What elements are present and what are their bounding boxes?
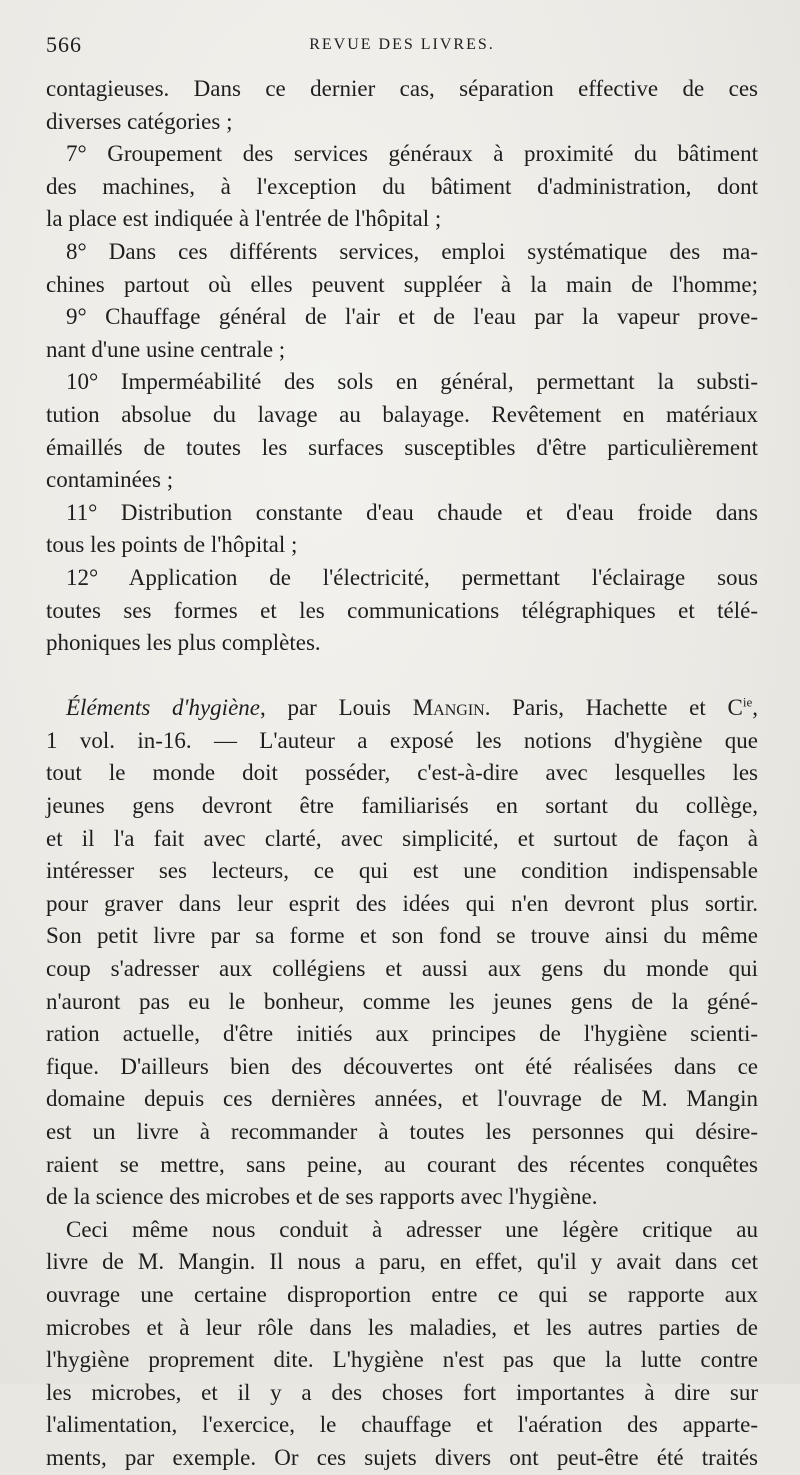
text-line: l'hygiène proprement dite. L'hygiène n'est pas que la lutte contre xyxy=(46,1347,758,1373)
publisher: . Paris, Hachette et C xyxy=(484,695,743,721)
publisher-end: , xyxy=(752,695,758,721)
list-item-11: 11° Distribution constante d'eau chaude et d'eau froide dans xyxy=(66,499,758,525)
text-line: ration actuelle, d'être initiés aux principes de l'hygiène scienti- xyxy=(46,1021,758,1047)
text-line: chines partout où elles peuvent suppléer à la main de l'homme; xyxy=(46,271,758,297)
text-line: la place est indiquée à l'entrée de l'hôpital ; xyxy=(46,206,442,232)
text-line: tout le monde doit posséder, c'est-à-dire avec lesquelles les xyxy=(46,760,758,786)
text-line: Son petit livre par sa forme et son fond se trouve ainsi du même xyxy=(46,923,758,949)
text-line: coup s'adresser aux collégiens et aussi aux gens du monde qui xyxy=(46,956,758,982)
list-item-7: 7° Groupement des services généraux à proximité du bâtiment xyxy=(66,141,758,167)
text-line: livre de M. Mangin. Il nous a paru, en effet, qu'il y avait dans cet xyxy=(46,1249,758,1275)
text-line: intéresser ses lecteurs, ce qui est une condition indispensable xyxy=(46,858,758,884)
text-line: toutes ses formes et les communications télégraphiques et télé- xyxy=(46,597,758,623)
text-line: ouvrage une certaine disproportion entre ce qui se rapporte aux xyxy=(46,1281,758,1307)
running-head xyxy=(46,32,758,62)
text-line: 1 vol. in-16. — L'auteur a exposé les notions d'hygiène que xyxy=(46,727,758,753)
review-by: , par Louis xyxy=(259,695,413,721)
text-line: microbes et à leur rôle dans les maladies, et les autres parties de xyxy=(46,1314,758,1340)
text-line: fique. D'ailleurs bien des découvertes ont été réalisées dans ce xyxy=(46,1053,758,1079)
text-line: phoniques les plus complètes. xyxy=(46,630,321,656)
list-item-8: 8° Dans ces différents services, emploi systématique des ma- xyxy=(66,238,758,264)
text-line: jeunes gens devront être familiarisés en sortant du collège, xyxy=(46,793,758,819)
text-line: est un livre à recommander à toutes les personnes qui désire- xyxy=(46,1119,758,1144)
publisher-superscript: ie xyxy=(742,694,753,710)
page-number: 566 xyxy=(46,32,82,57)
review-heading-line xyxy=(46,692,758,725)
text-line: ments, par exemple. Or ces sujets divers ont peut-être été traités xyxy=(46,1444,758,1470)
text-line: des machines, à l'exception du bâtiment d'administration, dont xyxy=(46,173,758,199)
text-line: l'alimentation, l'exercice, le chauffage et l'aération des apparte- xyxy=(46,1412,758,1438)
list-item-10: 10° Imperméabilité des sols en général, permettant la substi- xyxy=(66,369,758,395)
running-head-title: REVUE DES LIVRES. xyxy=(309,36,495,53)
text-line: contaminées ; xyxy=(46,467,174,493)
text-line: tution absolue du lavage au balayage. Revêtement en matériaux xyxy=(46,401,758,427)
list-item-9: 9° Chauffage général de l'air et de l'eau par la vapeur prove- xyxy=(66,304,758,330)
text-line: et il l'a fait avec clarté, avec simplicité, et surtout de façon à xyxy=(46,825,758,851)
text-line: émaillés de toutes les surfaces susceptibles d'être particulièrement xyxy=(46,434,758,460)
book-title: Éléments d'hygiène xyxy=(66,695,260,721)
author-name: Mangin xyxy=(412,695,485,721)
text-line: pour graver dans leur esprit des idées qui n'en devront plus sortir. xyxy=(46,890,758,916)
section-gap xyxy=(46,660,758,693)
text-line: nant d'une usine centrale ; xyxy=(46,336,286,362)
page-body xyxy=(46,73,758,1475)
list-item-12: 12° Application de l'électricité, permettant l'éclairage sous xyxy=(66,564,758,590)
text-line: tous les points de l'hôpital ; xyxy=(46,532,298,558)
text-line: contagieuses. Dans ce dernier cas, séparation effective de ces xyxy=(46,76,758,101)
text-line: raient se mettre, sans peine, au courant des récentes conquêtes xyxy=(46,1151,758,1177)
text-line: de la science des microbes et de ses rapports avec l'hygiène. xyxy=(46,1184,598,1210)
text-line: domaine depuis ces dernières années, et l'ouvrage de M. Mangin xyxy=(46,1086,758,1112)
paragraph-start: Ceci même nous conduit à adresser une légère critique au xyxy=(66,1216,758,1242)
text-line: les microbes, et il y a des choses fort importantes à dire sur xyxy=(46,1379,758,1405)
text-line: diverses catégories ; xyxy=(46,108,233,134)
text-line: n'auront pas eu le bonheur, comme les jeunes gens de la géné- xyxy=(46,988,758,1014)
